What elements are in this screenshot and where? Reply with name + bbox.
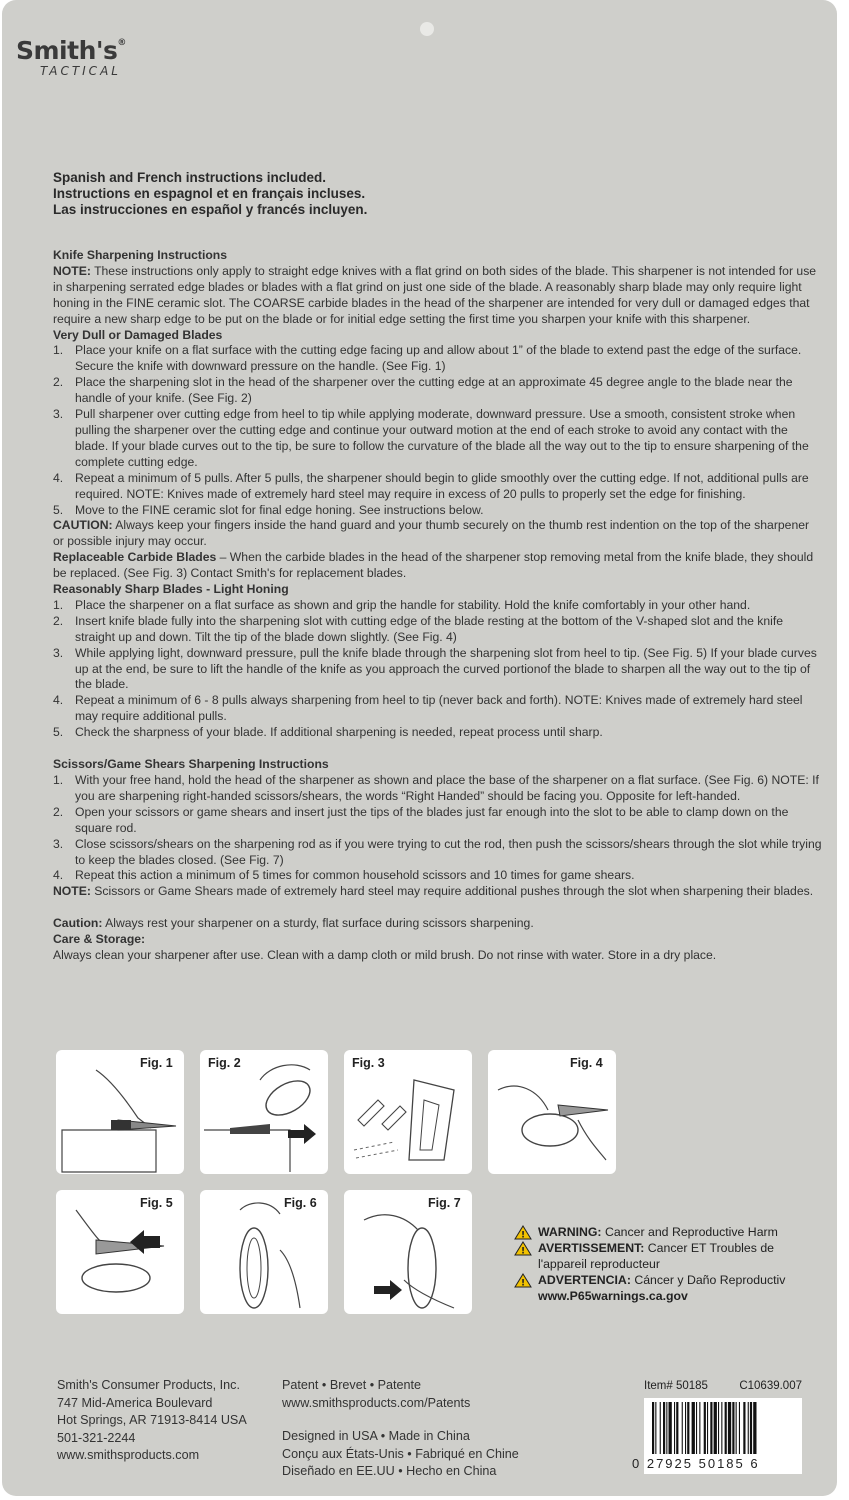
- list-item: 3. Close scissors/shears on the sharpening rod as if you were trying to cut the rod, then push the scissors/shears through the slot while trying to keep the blades closed. (See Fig. 7): [53, 836, 822, 867]
- figure-6: [200, 1190, 328, 1314]
- figure-4: [488, 1050, 616, 1174]
- fig-label: Fig. 5: [140, 1196, 173, 1210]
- lang-en: Spanish and French instructions included.: [53, 170, 327, 185]
- prop65-warning: [514, 1224, 785, 1304]
- warning-icon: [514, 1273, 532, 1288]
- brand-logo: [16, 36, 126, 78]
- figure-3: [344, 1050, 472, 1174]
- fig-label: Fig. 2: [208, 1056, 241, 1070]
- scissors-steps: [53, 773, 823, 884]
- origin-info: [282, 1428, 519, 1481]
- language-note: [53, 170, 367, 218]
- item-number-line: [644, 1380, 802, 1392]
- figure-2: [200, 1050, 328, 1174]
- patent-url: www.smithsproducts.com/Patents: [282, 1395, 471, 1410]
- instructions: [53, 248, 823, 964]
- care-caution: Caution: Always rest your sharpener on a sturdy, flat surface during scissors sharpening.: [53, 916, 534, 931]
- figure-5: [56, 1190, 184, 1314]
- replace-text: Replaceable Carbide Blades – When the carbide blades in the head of the sharpener stop removing metal from the knife blade, they should be replaced. (See Fig. 3) Contact Smith's for replacement blades.: [53, 550, 814, 581]
- brand-reg: ®: [117, 38, 126, 48]
- patent-line: Patent • Brevet • Patente: [282, 1378, 422, 1392]
- fig-label: Fig. 7: [428, 1196, 461, 1210]
- knife-title: Knife Sharpening Instructions: [53, 248, 228, 262]
- dull-title: Very Dull or Damaged Blades: [53, 327, 223, 342]
- knife-note: NOTE: These instructions only apply to straight edge knives with a flat grind on both sides of the blade. This sharpener is not intended for use in sharpening serrated edge blades or blades with a flat grind on just one side of the blade. A reasonably sharp blade may only require light honing in the FINE ceramic slot. The COARSE carbide blades in the head of the sharpener are intended for very dull or damaged edges that require a new sharp edge to be put on the blade or for initial edge setting the first time you sharpen your knife with this sharpener.: [53, 263, 817, 326]
- origin-es: Diseñado en EE.UU • Hecho en China: [282, 1464, 497, 1479]
- company-street: 747 Mid-America Boulevard: [57, 1395, 213, 1410]
- brand-name: Smith's: [16, 36, 118, 65]
- fig-label: Fig. 3: [352, 1056, 385, 1070]
- warning-es: ! ADVERTENCIA: Cáncer y Daño Reproductiv: [514, 1272, 785, 1288]
- brand-sub: TACTICAL: [40, 64, 121, 78]
- lang-es: Las instrucciones en español y francés incluyen.: [53, 202, 368, 217]
- list-item: 5. Move to the FINE ceramic slot for final edge honing. See instructions below.: [53, 502, 484, 517]
- scissors-title: Scissors/Game Shears Sharpening Instructions: [53, 757, 329, 772]
- care-title: Care & Storage:: [53, 932, 146, 947]
- package-card: [2, 0, 837, 1496]
- sharp-steps: [53, 598, 823, 741]
- list-item: 1. With your free hand, hold the head of the sharpener as shown and place the base of the sharpener on a flat surface. (See Fig. 6) NOTE: If you are sharpening right-handed scissors/shears, the words “Right Handed” should be facing you. Opposite for left-handed.: [53, 773, 819, 803]
- company-address: [57, 1377, 247, 1465]
- item-number: Item# 50185: [644, 1380, 708, 1392]
- svg-text:!: !: [520, 1246, 526, 1256]
- figure-7: [344, 1190, 472, 1314]
- company-website: www.smithsproducts.com: [57, 1448, 200, 1463]
- list-item: 3. Pull sharpener over cutting edge from heel to tip while applying moderate, downward pressure. Use a smooth, consistent stroke when pulling the sharpener over the cutting edge and continue your outward motion at the end of each stroke to avoid any contact with the blade. If your blade curves out to the tip, be sure to follow the curvature of the blade all the way out to the tip to ensure sharpening of the complete cutting edge.: [53, 407, 809, 469]
- origin-fr: Conçu aux États-Unis • Fabriqué en Chine: [282, 1446, 519, 1461]
- list-item: 4. Repeat this action a minimum of 5 times for common household scissors and 10 times for game shears.: [53, 868, 635, 883]
- list-item: 1. Place your knife on a flat surface with the cutting edge facing up and allow about 1” of the blade to extend past the edge of the surface. Secure the knife with downward pressure on the handle. (See Fig. 1): [53, 343, 802, 374]
- list-item: 2. Open your scissors or game shears and insert just the tips of the blades just far enough into the slot to be able to clamp down on the square rod.: [53, 804, 789, 835]
- company-name: Smith's Consumer Products, Inc.: [57, 1378, 240, 1392]
- hang-hole: [420, 22, 434, 36]
- svg-text:!: !: [520, 1230, 526, 1240]
- list-item: 5. Check the sharpness of your blade. If additional sharpening is needed, repeat process until sharp.: [53, 725, 603, 740]
- fig-label: Fig. 6: [284, 1196, 317, 1210]
- list-item: 1. Place the sharpener on a flat surface as shown and grip the handle for stability. Hold the knife comfortably in your other hand.: [53, 597, 751, 612]
- company-phone: 501-321-2244: [57, 1430, 136, 1445]
- warning-fr: ! AVERTISSEMENT: Cancer ET Troubles de: [514, 1240, 785, 1256]
- company-city: Hot Springs, AR 71913-8414 USA: [57, 1413, 247, 1428]
- warning-fr-2: l'appareil reproducteur: [538, 1257, 660, 1271]
- list-item: 2. Place the sharpening slot in the head of the sharpener over the cutting edge at an approximate 45 degree angle to the blade near the handle of your knife. (See Fig. 2): [53, 375, 793, 406]
- barcode-digits: 0 27925 50185 6: [632, 1456, 760, 1471]
- lang-fr: Instructions en espagnol et en français incluses.: [53, 186, 366, 201]
- warning-en: ! WARNING: Cancer and Reproductive Harm: [514, 1224, 785, 1240]
- fig-label: Fig. 1: [140, 1056, 173, 1070]
- warning-url: www.P65warnings.ca.gov: [538, 1289, 688, 1303]
- list-item: 2. Insert knife blade fully into the sharpening slot with cutting edge of the blade resting at the bottom of the V-shaped slot and the knife straight up and down. Tilt the tip of the blade down slightly. (See Fig. 4): [53, 613, 784, 644]
- figure-1: [56, 1050, 184, 1174]
- scissors-note: NOTE: Scissors or Game Shears made of extremely hard steel may require additional pushes through the slot when sharpening their blades.: [53, 884, 814, 899]
- dull-steps: [53, 343, 823, 518]
- sharp-title: Reasonably Sharp Blades - Light Honing: [53, 582, 289, 597]
- list-item: 3. While applying light, downward pressure, pull the knife blade through the sharpening slot from heel to tip. (See Fig. 5) If your blade curves up at the end, be sure to lift the handle of the knife as you approach the curved portionof the blade to sharpen all the way out to the tip of the blade.: [53, 645, 817, 692]
- patent-info: [282, 1377, 470, 1412]
- barcode-bars: [644, 1402, 802, 1458]
- item-code: C10639.007: [739, 1380, 802, 1392]
- warning-icon: [514, 1225, 532, 1240]
- origin-en: Designed in USA • Made in China: [282, 1429, 470, 1443]
- caution-text: CAUTION: Always keep your fingers inside the hand guard and your thumb securely on the thumb rest indention on the top of the sharpener or possible injury may occur.: [53, 518, 810, 549]
- care-text: Always clean your sharpener after use. Clean with a damp cloth or mild brush. Do not rinse with water. Store in a dry place.: [53, 948, 717, 963]
- svg-text:!: !: [520, 1278, 526, 1288]
- warning-icon: [514, 1241, 532, 1256]
- list-item: 4. Repeat a minimum of 5 pulls. After 5 pulls, the sharpener should begin to glide smoothly over the cutting edge. If not, additional pulls are required. NOTE: Knives made of extremely hard steel may require in excess of 20 pulls to properly set the edge for finishing.: [53, 470, 809, 501]
- list-item: 4. Repeat a minimum of 6 - 8 pulls always sharpening from heel to tip (never back and forth). NOTE: Knives made of extremely hard steel may require additional pulls.: [53, 693, 803, 724]
- fig-label: Fig. 4: [570, 1056, 603, 1070]
